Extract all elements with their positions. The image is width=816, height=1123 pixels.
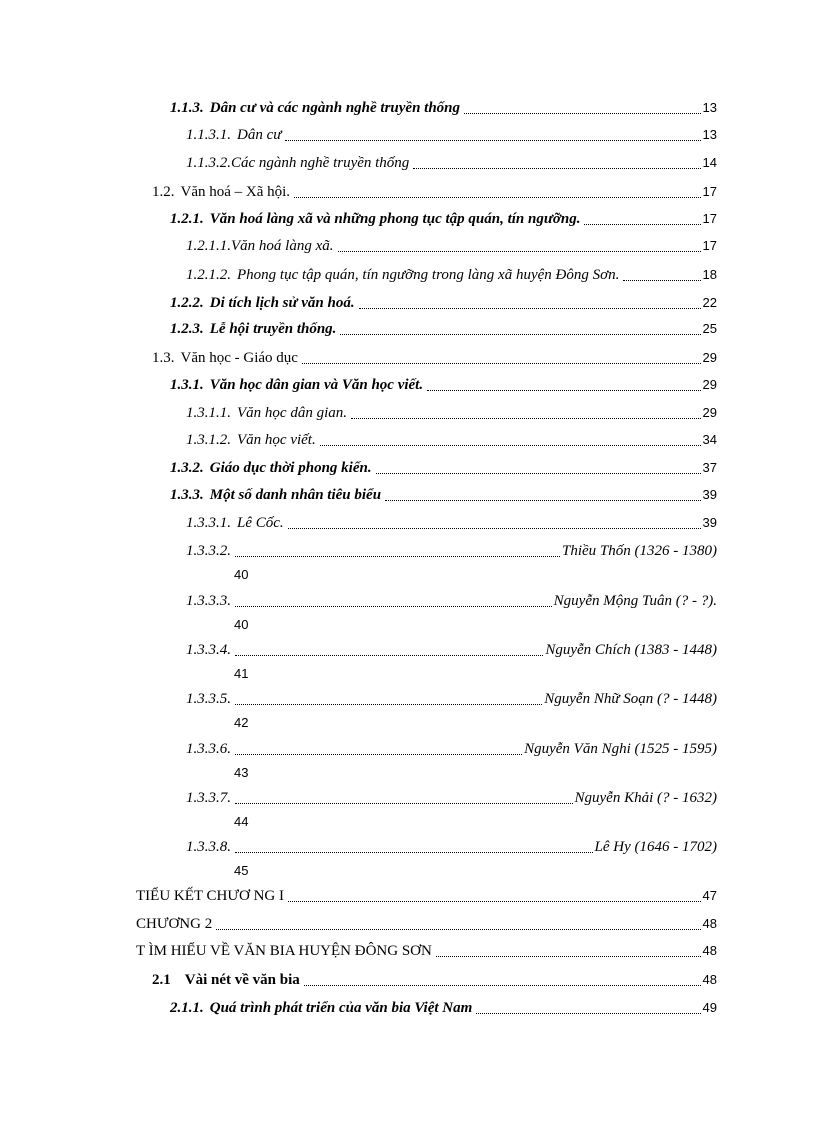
toc-leader (385, 500, 700, 501)
toc-person-entry (0, 738, 816, 788)
toc-person-name: Nguyễn Khải (? - 1632) (574, 790, 717, 806)
toc-entry (0, 402, 816, 428)
toc-page-number: 44 (234, 814, 249, 829)
toc-leader (464, 113, 701, 114)
toc-entry (0, 969, 816, 995)
toc-leader (288, 528, 701, 529)
toc-leader (288, 901, 701, 902)
toc-entry (0, 457, 816, 483)
toc-entry-title: 1.3.1.1. Văn học dân gian. (186, 405, 347, 421)
toc-person-name: Nguyễn Nhữ Soạn (? - 1448) (544, 691, 717, 707)
toc-leader (235, 704, 542, 705)
toc-entry-title: 1.2.1.1.Văn hoá làng xã. (186, 238, 334, 254)
toc-entry-number: 1.3.3.4. (186, 642, 231, 658)
toc-entry-title: 1.2.1. Văn hoá làng xã và những phong tục tập quán, tín ngưỡng. (170, 211, 581, 227)
toc-person-entry (0, 787, 816, 837)
toc-entry-number: 1.3.3.5. (186, 691, 231, 707)
toc-leader (235, 754, 522, 755)
toc-leader (359, 308, 701, 309)
toc-leader (302, 363, 701, 364)
toc-page-number: 17 (702, 211, 717, 226)
toc-leader (304, 985, 701, 986)
toc-entry-title: 1.3.1.2. Văn học viết. (186, 432, 316, 448)
toc-entry-title: 2.1.1. Quá trình phát triển của văn bia Việt Nam (170, 1000, 473, 1016)
toc-entry-title: T ÌM HIỂU VỀ VĂN BIA HUYỆN ĐÔNG SƠN (136, 943, 432, 959)
toc-entry (0, 347, 816, 373)
toc-page-number: 29 (702, 405, 717, 420)
toc-page-number: 17 (702, 238, 717, 253)
toc-entry-title: 1.2.1.2. Phong tục tập quán, tín ngưỡng trong làng xã huyện Đông Sơn. (186, 267, 620, 283)
toc-entry-title: 1.3.1. Văn học dân gian và Văn học viết. (170, 377, 424, 393)
toc-leader (427, 390, 700, 391)
toc-page-number: 48 (702, 916, 717, 931)
toc-entry-title: 1.3.3.1. Lê Cốc. (186, 515, 284, 531)
toc-entry-number: 1.3.3.7. (186, 790, 231, 806)
toc-leader (235, 655, 543, 656)
toc-person-name: Nguyễn Mộng Tuân (? - ?). (553, 593, 717, 609)
toc-leader (285, 140, 700, 141)
toc-person-entry (0, 590, 816, 640)
toc-leader (338, 251, 701, 252)
toc-person-entry (0, 836, 816, 886)
toc-entry-title: 2.1 Vài nét về văn bia (152, 972, 300, 988)
toc-page-number: 39 (702, 515, 717, 530)
toc-entry-title: 1.2. Văn hoá – Xã hội. (152, 184, 291, 200)
toc-leader (294, 197, 700, 198)
toc-entry-title: 1.2.2. Di tích lịch sử văn hoá. (170, 295, 355, 311)
toc-leader (376, 473, 701, 474)
toc-page-number: 42 (234, 715, 249, 730)
toc-page-number: 34 (702, 432, 717, 447)
toc-leader (340, 334, 700, 335)
toc-leader (235, 803, 573, 804)
toc-page-number: 13 (702, 100, 717, 115)
toc-leader (235, 852, 593, 853)
toc-entry-title: CHƯƠNG 2 (136, 916, 213, 932)
toc-entry (0, 97, 816, 123)
toc-entry (0, 940, 816, 966)
toc-entry-title: 1.1.3.2.Các ngành nghề truyền thống (186, 155, 410, 171)
toc-entry (0, 318, 816, 344)
toc-entry-title: 1.1.3. Dân cư và các ngành nghề truyền thống (170, 100, 461, 116)
toc-entry-number: 1.3.3.3. (186, 593, 231, 609)
toc-entry (0, 292, 816, 318)
toc-page-number: 29 (702, 377, 717, 392)
toc-person-entry (0, 688, 816, 738)
toc-person-name: Nguyễn Văn Nghi (1525 - 1595) (524, 741, 717, 757)
toc-page-number: 47 (702, 888, 717, 903)
toc-leader (436, 956, 701, 957)
toc-entry-title: 1.3.3. Một số danh nhân tiêu biểu (170, 487, 382, 503)
toc-entry (0, 885, 816, 911)
toc-page-number: 25 (702, 321, 717, 336)
toc-entry (0, 124, 816, 150)
toc-entry (0, 181, 816, 207)
toc-leader (216, 929, 700, 930)
toc-page-number: 18 (702, 267, 717, 282)
toc-page-number: 49 (702, 1000, 717, 1015)
toc-entry (0, 913, 816, 939)
toc-entry (0, 208, 816, 234)
toc-entry-title: TIỂU KẾT CHƯƠ NG I (136, 888, 285, 904)
toc-entry-title: 1.3. Văn học - Giáo dục (152, 350, 298, 366)
toc-page-number: 48 (702, 972, 717, 987)
toc-leader (320, 445, 701, 446)
toc-leader (235, 606, 552, 607)
toc-person-name: Thiều Thốn (1326 - 1380) (562, 543, 717, 559)
toc-page-number: 37 (702, 460, 717, 475)
toc-leader (584, 224, 700, 225)
toc-entry-number: 1.3.3.6. (186, 741, 231, 757)
toc-leader (476, 1013, 700, 1014)
toc-entry (0, 997, 816, 1023)
toc-page-number: 40 (234, 617, 249, 632)
toc-page-number: 13 (702, 127, 717, 142)
toc-entry (0, 429, 816, 455)
toc-page-number: 39 (702, 487, 717, 502)
toc-person-name: Nguyễn Chích (1383 - 1448) (545, 642, 717, 658)
toc-leader (235, 556, 560, 557)
toc-leader (351, 418, 701, 419)
toc-leader (623, 280, 700, 281)
toc-page-number: 22 (702, 295, 717, 310)
toc-leader (413, 168, 700, 169)
toc-page-number: 17 (702, 184, 717, 199)
toc-entry-number: 1.3.3.2. (186, 543, 231, 559)
toc-entry (0, 264, 816, 290)
toc-page-number: 40 (234, 567, 249, 582)
toc-person-entry (0, 540, 816, 590)
toc-entry-number: 1.3.3.8. (186, 839, 231, 855)
toc-entry (0, 484, 816, 510)
toc-page-number: 29 (702, 350, 717, 365)
toc-page-number: 41 (234, 666, 249, 681)
toc-page-number: 43 (234, 765, 249, 780)
toc-person-name: Lê Hy (1646 - 1702) (594, 839, 717, 855)
toc-entry (0, 374, 816, 400)
toc-entry (0, 235, 816, 261)
toc-page-number: 48 (702, 943, 717, 958)
toc-person-entry (0, 639, 816, 689)
toc-entry-title: 1.1.3.1. Dân cư (186, 127, 282, 143)
toc-entry (0, 512, 816, 538)
toc-entry-title: 1.2.3. Lễ hội truyền thống. (170, 321, 337, 337)
toc-entry (0, 152, 816, 178)
toc-page-number: 45 (234, 863, 249, 878)
toc-entry-title: 1.3.2. Giáo dục thời phong kiến. (170, 460, 372, 476)
toc-page-number: 14 (702, 155, 717, 170)
